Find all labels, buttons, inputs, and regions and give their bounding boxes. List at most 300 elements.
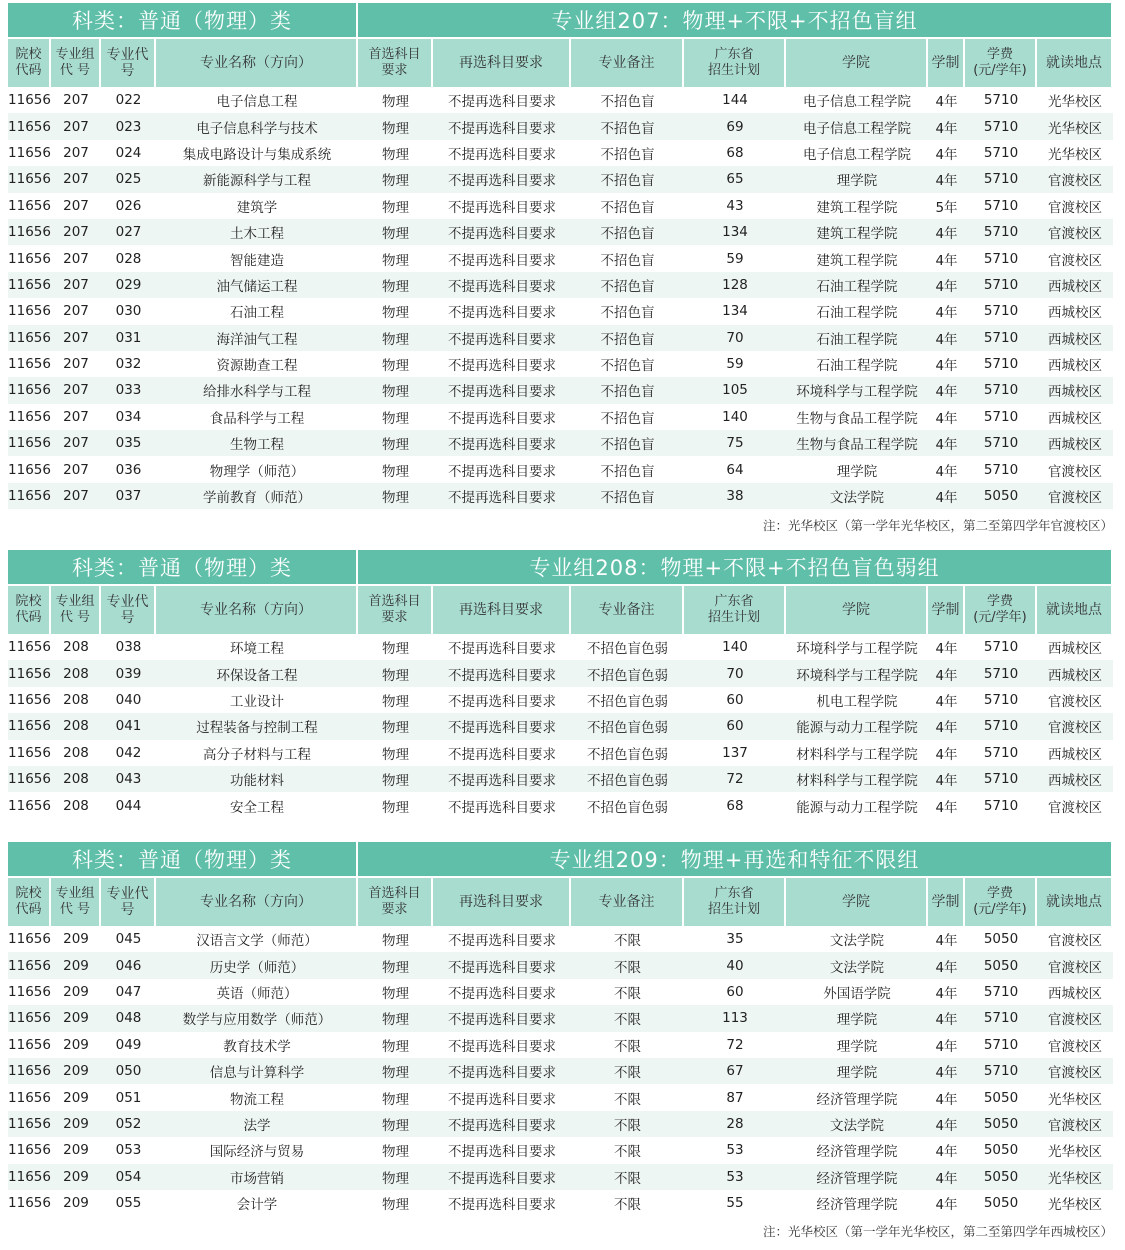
column-header: 专业名称（方向） [156, 876, 358, 926]
table-cell: 5050 [965, 926, 1037, 952]
table-cell: 物理 [358, 1058, 433, 1084]
table-cell: 209 [51, 1005, 101, 1031]
table-cell: 不提再选科目要求 [433, 660, 571, 686]
table-cell: 53 [684, 1137, 786, 1163]
table-cell: 207 [51, 430, 101, 456]
table-cell: 38 [684, 483, 786, 509]
table-cell: 4年 [928, 1164, 965, 1190]
table-row [8, 1058, 1113, 1084]
table-cell: 物理 [358, 245, 433, 271]
column-header: 院校 代码 [8, 584, 51, 634]
table-cell: 5710 [965, 272, 1037, 298]
table-cell: 环境工程 [156, 634, 358, 660]
table-cell: 5710 [965, 245, 1037, 271]
table-cell: 物理 [358, 272, 433, 298]
table-row [8, 325, 1113, 351]
table-cell: 不限 [571, 1190, 684, 1216]
table-cell: 不限 [571, 1137, 684, 1163]
table-cell: 物理 [358, 377, 433, 403]
table-cell: 044 [101, 792, 156, 818]
column-header: 广东省 招生计划 [684, 584, 786, 634]
table-cell: 光华校区 [1037, 1137, 1113, 1163]
table-cell: 60 [684, 979, 786, 1005]
table-cell: 209 [51, 952, 101, 978]
table-cell: 40 [684, 952, 786, 978]
table-cell: 物理学（师范） [156, 456, 358, 482]
table-cell: 045 [101, 926, 156, 952]
column-header: 专业备注 [571, 584, 684, 634]
table-cell: 60 [684, 713, 786, 739]
table-cell: 209 [51, 926, 101, 952]
table-cell: 物理 [358, 766, 433, 792]
table-row [8, 87, 1113, 113]
table-cell: 049 [101, 1032, 156, 1058]
table-cell: 外国语学院 [786, 979, 928, 1005]
table-cell: 文法学院 [786, 952, 928, 978]
table-cell: 物理 [358, 713, 433, 739]
table-cell: 不提再选科目要求 [433, 404, 571, 430]
table-cell: 11656 [8, 87, 51, 113]
table-cell: 资源勘查工程 [156, 351, 358, 377]
column-header: 专业组 代 号 [51, 37, 101, 87]
table-cell: 5年 [928, 193, 965, 219]
table-cell: 集成电路设计与集成系统 [156, 140, 358, 166]
table-cell: 034 [101, 404, 156, 430]
table-cell: 教育技术学 [156, 1032, 358, 1058]
table-cell: 036 [101, 456, 156, 482]
table-cell: 理学院 [786, 1005, 928, 1031]
table-cell: 不提再选科目要求 [433, 1032, 571, 1058]
table-cell: 11656 [8, 140, 51, 166]
column-header: 学费 (元/学年) [965, 876, 1037, 926]
table-cell: 105 [684, 377, 786, 403]
table-cell: 不招色盲 [571, 219, 684, 245]
table-cell: 物理 [358, 660, 433, 686]
table-cell: 物理 [358, 483, 433, 509]
table-cell: 物理 [358, 979, 433, 1005]
table-cell: 4年 [928, 926, 965, 952]
column-header: 学制 [928, 876, 965, 926]
table-cell: 不限 [571, 1032, 684, 1058]
table-cell: 建筑工程学院 [786, 245, 928, 271]
table-cell: 5710 [965, 193, 1037, 219]
table-cell: 理学院 [786, 1032, 928, 1058]
column-header: 专业代号 [101, 584, 156, 634]
table-cell: 11656 [8, 1058, 51, 1084]
table-cell: 不提再选科目要求 [433, 687, 571, 713]
table-cell: 官渡校区 [1037, 245, 1113, 271]
table-cell: 11656 [8, 219, 51, 245]
table-cell: 不招色盲 [571, 166, 684, 192]
table-cell: 西城校区 [1037, 766, 1113, 792]
table-cell: 4年 [928, 377, 965, 403]
table-cell: 官渡校区 [1037, 193, 1113, 219]
table-cell: 不提再选科目要求 [433, 952, 571, 978]
column-header: 专业代号 [101, 876, 156, 926]
table-cell: 041 [101, 713, 156, 739]
table-cell: 209 [51, 1084, 101, 1110]
table-cell: 140 [684, 634, 786, 660]
column-header: 专业备注 [571, 37, 684, 87]
table-cell: 053 [101, 1137, 156, 1163]
table-cell: 11656 [8, 1032, 51, 1058]
column-header: 专业组 代 号 [51, 876, 101, 926]
table-cell: 4年 [928, 740, 965, 766]
table-cell: 官渡校区 [1037, 1032, 1113, 1058]
table-cell: 207 [51, 166, 101, 192]
table-cell: 环境科学与工程学院 [786, 634, 928, 660]
table-cell: 4年 [928, 430, 965, 456]
table-cell: 不提再选科目要求 [433, 979, 571, 1005]
group-title: 专业组208：物理+不限+不招色盲色弱组 [358, 550, 1113, 584]
table-cell: 土木工程 [156, 219, 358, 245]
table-row [8, 113, 1113, 139]
table-cell: 5710 [965, 634, 1037, 660]
table-cell: 石油工程学院 [786, 325, 928, 351]
table-cell: 不限 [571, 926, 684, 952]
table-cell: 4年 [928, 634, 965, 660]
table-row [8, 193, 1113, 219]
table-cell: 209 [51, 1164, 101, 1190]
table-cell: 物理 [358, 219, 433, 245]
table-cell: 理学院 [786, 1058, 928, 1084]
column-header: 专业代号 [101, 37, 156, 87]
table-cell: 207 [51, 219, 101, 245]
table-cell: 不招色盲色弱 [571, 687, 684, 713]
table-cell: 69 [684, 113, 786, 139]
table-cell: 5710 [965, 87, 1037, 113]
table-cell: 能源与动力工程学院 [786, 792, 928, 818]
table-cell: 不招色盲 [571, 430, 684, 456]
table-cell: 不招色盲色弱 [571, 740, 684, 766]
table-cell: 不提再选科目要求 [433, 1005, 571, 1031]
table-cell: 4年 [928, 1005, 965, 1031]
table-cell: 物理 [358, 140, 433, 166]
table-cell: 11656 [8, 926, 51, 952]
table-cell: 207 [51, 456, 101, 482]
table-cell: 信息与计算科学 [156, 1058, 358, 1084]
table-cell: 不招色盲 [571, 272, 684, 298]
plan-table [8, 3, 1113, 509]
table-row [8, 404, 1113, 430]
table-cell: 11656 [8, 740, 51, 766]
table-cell: 官渡校区 [1037, 219, 1113, 245]
table-cell: 物理 [358, 404, 433, 430]
table-cell: 043 [101, 766, 156, 792]
table-cell: 不提再选科目要求 [433, 1084, 571, 1110]
table-cell: 140 [684, 404, 786, 430]
table-row [8, 219, 1113, 245]
table-cell: 5710 [965, 1032, 1037, 1058]
table-cell: 5710 [965, 1058, 1037, 1084]
category-title: 科类：普通（物理）类 [8, 550, 358, 584]
table-cell: 5710 [965, 404, 1037, 430]
table-cell: 208 [51, 634, 101, 660]
column-header: 专业名称（方向） [156, 37, 358, 87]
table-cell: 029 [101, 272, 156, 298]
footnote: 注：光华校区（第一学年光华校区，第二至第四学年西城校区） [762, 1224, 1113, 1239]
table-cell: 不提再选科目要求 [433, 1111, 571, 1137]
table-cell: 11656 [8, 660, 51, 686]
table-cell: 4年 [928, 660, 965, 686]
table-cell: 物理 [358, 298, 433, 324]
table-cell: 官渡校区 [1037, 456, 1113, 482]
table-cell: 28 [684, 1111, 786, 1137]
table-cell: 028 [101, 245, 156, 271]
table-cell: 208 [51, 660, 101, 686]
table-cell: 电子信息科学与技术 [156, 113, 358, 139]
table-cell: 不限 [571, 1111, 684, 1137]
group-title: 专业组207：物理+不限+不招色盲组 [358, 3, 1113, 37]
table-cell: 不提再选科目要求 [433, 140, 571, 166]
table-cell: 11656 [8, 113, 51, 139]
table-cell: 西城校区 [1037, 634, 1113, 660]
table-cell: 5050 [965, 1164, 1037, 1190]
table-cell: 035 [101, 430, 156, 456]
table-cell: 电子信息工程学院 [786, 140, 928, 166]
table-cell: 不招色盲 [571, 140, 684, 166]
table-cell: 209 [51, 1137, 101, 1163]
column-header: 学制 [928, 584, 965, 634]
table-cell: 电子信息工程学院 [786, 113, 928, 139]
table-cell: 11656 [8, 1190, 51, 1216]
table-cell: 11656 [8, 634, 51, 660]
table-cell: 038 [101, 634, 156, 660]
plan-table [8, 842, 1113, 1216]
table-cell: 不招色盲 [571, 245, 684, 271]
table-cell: 207 [51, 245, 101, 271]
table-cell: 64 [684, 456, 786, 482]
plan-table-group-1 [8, 3, 1113, 509]
column-header: 学制 [928, 37, 965, 87]
table-cell: 046 [101, 952, 156, 978]
table-cell: 5710 [965, 377, 1037, 403]
table-cell: 53 [684, 1164, 786, 1190]
table-cell: 208 [51, 687, 101, 713]
table-cell: 5710 [965, 766, 1037, 792]
table-row [8, 1190, 1113, 1216]
table-cell: 4年 [928, 298, 965, 324]
table-cell: 11656 [8, 325, 51, 351]
table-cell: 209 [51, 1058, 101, 1084]
table-cell: 11656 [8, 430, 51, 456]
table-cell: 048 [101, 1005, 156, 1031]
table-cell: 207 [51, 404, 101, 430]
table-cell: 不招色盲 [571, 193, 684, 219]
table-cell: 037 [101, 483, 156, 509]
table-cell: 官渡校区 [1037, 687, 1113, 713]
table-cell: 官渡校区 [1037, 1058, 1113, 1084]
table-cell: 72 [684, 1032, 786, 1058]
table-cell: 11656 [8, 1005, 51, 1031]
table-cell: 207 [51, 272, 101, 298]
table-cell: 4年 [928, 272, 965, 298]
table-cell: 5710 [965, 456, 1037, 482]
table-cell: 不提再选科目要求 [433, 272, 571, 298]
table-cell: 5050 [965, 952, 1037, 978]
table-cell: 环境科学与工程学院 [786, 660, 928, 686]
table-cell: 物理 [358, 456, 433, 482]
table-cell: 不提再选科目要求 [433, 351, 571, 377]
table-cell: 不限 [571, 952, 684, 978]
column-header: 就读地点 [1037, 37, 1113, 87]
table-cell: 027 [101, 219, 156, 245]
table-cell: 209 [51, 1032, 101, 1058]
table-cell: 物理 [358, 926, 433, 952]
table-cell: 68 [684, 140, 786, 166]
table-cell: 不提再选科目要求 [433, 456, 571, 482]
table-cell: 4年 [928, 766, 965, 792]
table-cell: 官渡校区 [1037, 166, 1113, 192]
table-cell: 官渡校区 [1037, 926, 1113, 952]
table-cell: 西城校区 [1037, 272, 1113, 298]
table-cell: 4年 [928, 792, 965, 818]
table-cell: 官渡校区 [1037, 483, 1113, 509]
table-cell: 物理 [358, 1111, 433, 1137]
table-cell: 海洋油气工程 [156, 325, 358, 351]
table-cell: 11656 [8, 687, 51, 713]
table-cell: 137 [684, 740, 786, 766]
table-cell: 5710 [965, 430, 1037, 456]
table-cell: 石油工程学院 [786, 298, 928, 324]
table-cell: 环保设备工程 [156, 660, 358, 686]
table-cell: 不招色盲 [571, 325, 684, 351]
table-cell: 4年 [928, 483, 965, 509]
table-cell: 西城校区 [1037, 979, 1113, 1005]
table-row [8, 1005, 1113, 1031]
table-cell: 西城校区 [1037, 325, 1113, 351]
table-cell: 物理 [358, 634, 433, 660]
table-cell: 物理 [358, 1005, 433, 1031]
table-cell: 65 [684, 166, 786, 192]
table-cell: 207 [51, 193, 101, 219]
table-cell: 11656 [8, 351, 51, 377]
table-cell: 11656 [8, 1084, 51, 1110]
table-cell: 材料科学与工程学院 [786, 740, 928, 766]
table-cell: 生物与食品工程学院 [786, 430, 928, 456]
column-header: 学院 [786, 876, 928, 926]
table-cell: 11656 [8, 404, 51, 430]
table-cell: 环境科学与工程学院 [786, 377, 928, 403]
table-cell: 11656 [8, 713, 51, 739]
table-cell: 经济管理学院 [786, 1190, 928, 1216]
table-cell: 72 [684, 766, 786, 792]
table-cell: 11656 [8, 483, 51, 509]
table-row [8, 792, 1113, 818]
table-cell: 不招色盲色弱 [571, 660, 684, 686]
table-cell: 11656 [8, 245, 51, 271]
table-cell: 不提再选科目要求 [433, 740, 571, 766]
table-cell: 033 [101, 377, 156, 403]
table-cell: 会计学 [156, 1190, 358, 1216]
table-cell: 国际经济与贸易 [156, 1137, 358, 1163]
table-cell: 不提再选科目要求 [433, 483, 571, 509]
table-cell: 不提再选科目要求 [433, 430, 571, 456]
table-cell: 75 [684, 430, 786, 456]
table-cell: 不提再选科目要求 [433, 713, 571, 739]
table-cell: 物理 [358, 1164, 433, 1190]
table-row [8, 687, 1113, 713]
table-cell: 理学院 [786, 456, 928, 482]
table-cell: 023 [101, 113, 156, 139]
table-cell: 理学院 [786, 166, 928, 192]
table-cell: 不提再选科目要求 [433, 926, 571, 952]
table-cell: 4年 [928, 325, 965, 351]
table-cell: 5710 [965, 113, 1037, 139]
table-cell: 不招色盲色弱 [571, 713, 684, 739]
table-row [8, 952, 1113, 978]
table-cell: 4年 [928, 687, 965, 713]
table-cell: 不限 [571, 1005, 684, 1031]
category-title: 科类：普通（物理）类 [8, 3, 358, 37]
table-cell: 11656 [8, 193, 51, 219]
table-cell: 经济管理学院 [786, 1084, 928, 1110]
table-cell: 不限 [571, 1058, 684, 1084]
table-cell: 59 [684, 245, 786, 271]
table-cell: 物理 [358, 740, 433, 766]
table-cell: 材料科学与工程学院 [786, 766, 928, 792]
table-row [8, 1137, 1113, 1163]
table-cell: 不限 [571, 1084, 684, 1110]
table-cell: 物理 [358, 1084, 433, 1110]
table-cell: 054 [101, 1164, 156, 1190]
table-cell: 不招色盲 [571, 87, 684, 113]
table-cell: 5710 [965, 140, 1037, 166]
table-cell: 西城校区 [1037, 740, 1113, 766]
table-cell: 物理 [358, 952, 433, 978]
footnote: 注：光华校区（第一学年光华校区，第二至第四学年官渡校区） [762, 518, 1113, 533]
table-cell: 学前教育（师范） [156, 483, 358, 509]
table-cell: 134 [684, 298, 786, 324]
table-cell: 官渡校区 [1037, 1005, 1113, 1031]
table-cell: 5710 [965, 1005, 1037, 1031]
table-cell: 西城校区 [1037, 298, 1113, 324]
table-cell: 新能源科学与工程 [156, 166, 358, 192]
table-cell: 030 [101, 298, 156, 324]
table-row [8, 1111, 1113, 1137]
table-cell: 文法学院 [786, 1111, 928, 1137]
table-cell: 032 [101, 351, 156, 377]
table-cell: 55 [684, 1190, 786, 1216]
table-cell: 207 [51, 113, 101, 139]
table-cell: 43 [684, 193, 786, 219]
table-cell: 不提再选科目要求 [433, 766, 571, 792]
table-cell: 建筑工程学院 [786, 219, 928, 245]
table-row [8, 245, 1113, 271]
table-cell: 建筑工程学院 [786, 193, 928, 219]
table-cell: 031 [101, 325, 156, 351]
table-cell: 石油工程学院 [786, 351, 928, 377]
table-cell: 物理 [358, 687, 433, 713]
table-cell: 不招色盲 [571, 113, 684, 139]
table-cell: 工业设计 [156, 687, 358, 713]
table-cell: 生物工程 [156, 430, 358, 456]
column-header: 专业名称（方向） [156, 584, 358, 634]
table-cell: 11656 [8, 298, 51, 324]
column-header: 专业组 代 号 [51, 584, 101, 634]
column-header: 学费 (元/学年) [965, 584, 1037, 634]
table-cell: 经济管理学院 [786, 1137, 928, 1163]
table-cell: 68 [684, 792, 786, 818]
column-header: 首选科目 要求 [358, 37, 433, 87]
table-cell: 11656 [8, 272, 51, 298]
table-cell: 不提再选科目要求 [433, 1058, 571, 1084]
column-header: 就读地点 [1037, 584, 1113, 634]
table-row [8, 166, 1113, 192]
table-cell: 物理 [358, 1137, 433, 1163]
table-row [8, 1032, 1113, 1058]
table-row [8, 660, 1113, 686]
